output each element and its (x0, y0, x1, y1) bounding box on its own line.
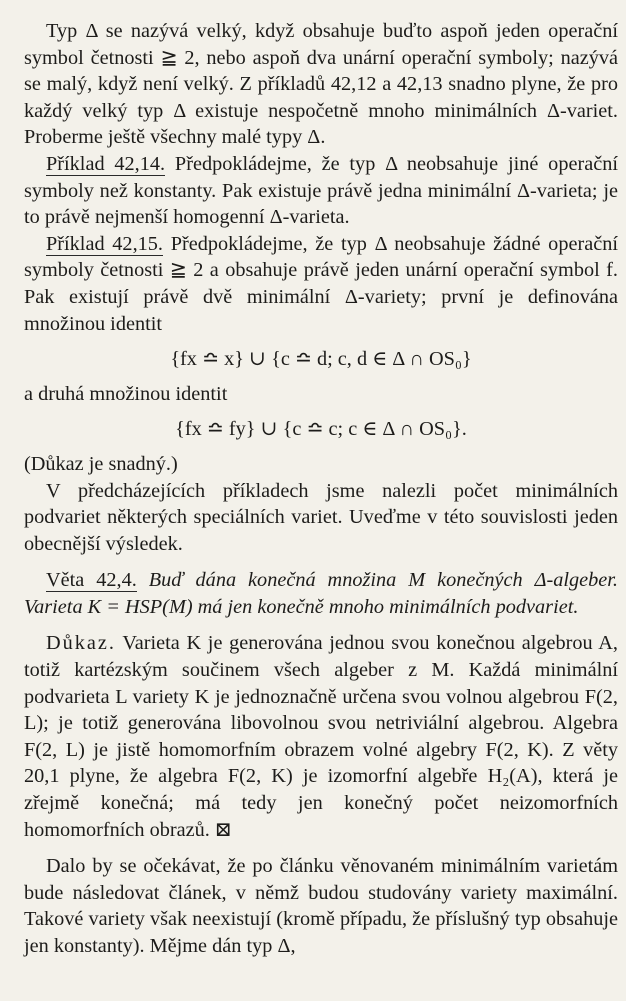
example-42-14-text: Předpokládejme, že typ Δ neobsahuje jiné operační symboly než konstanty. Pak existuje právě jedna minimální Δ-varieta; je to právě nejmenší homogenní Δ-varieta. (24, 152, 618, 229)
proof-text: Varieta K je generována jednou svou konečnou algebrou A, totiž kartézským součinem všech algeber z M. Každá minimální podvarieta L variety K je jednoznačně určena svou volnou algebrou F(2, L); je totiž generována libovolnou svou netriviální algebrou. Algebra F(2, L) je jistě homomorfním obrazem volné algebry F(2, K). Z věty 20,1 plyne, že algebra F(2, K) je izomorfní algebře H₂(A), která je zřejmě konečná; má tedy jen konečný počet neizomorfních homomorfních obrazů. ⊠ (24, 632, 618, 841)
paragraph-preceding-examples: V předcházejících příkladech jsme nalezli počet minimálních podvariet některých speciálních variet. Uveďme v této souvislosti jeden obecnější výsledek. (24, 479, 618, 555)
proof-heading: Důkaz. (46, 632, 117, 655)
example-42-14 (24, 151, 618, 231)
example-42-15-heading: Příklad 42,15. (46, 232, 163, 255)
theorem-42-4-text: Buď dána konečná množina M konečných Δ-algeber. Varieta K = HSP(M) má jen konečně mnoho minimálních podvariet. (24, 569, 619, 618)
formula-identities-2: {fx ≏ fy} ∪ {c ≏ c; c ∈ Δ ∩ OS₀}. (175, 418, 467, 441)
theorem-42-4-heading: Věta 42,4. (46, 569, 137, 592)
example-42-15-text: Předpokládejme, že typ Δ neobsahuje žádné operační symboly četnosti ≧ 2 a obsahuje právě jeden unární operační symbol f. Pak existují právě dvě minimální Δ-variety; první je definována množinou identit (24, 232, 618, 335)
formula-identities-1: {fx ≏ x} ∪ {c ≏ d; c, d ∈ Δ ∩ OS₀} (170, 348, 472, 371)
text-between-formulas: a druhá množinou identit (24, 382, 228, 405)
proof (24, 630, 618, 843)
proof-easy-note: (Důkaz je snadný.) (24, 452, 178, 475)
example-42-14-heading: Příklad 42,14. (46, 152, 166, 175)
paragraph-small-large-types: Typ Δ se nazývá velký, když obsahuje buďto aspoň jeden operační symbol četnosti ≧ 2, nebo aspoň dva unární operační symboly; nazývá se malý, když není velký. Z příkladů 42,12 a 42,13 snadno plyne, že pro každý velký typ Δ existuje nespočetně mnoho minimálních Δ-variet. Proberme ještě všechny malé typy Δ. (24, 20, 618, 149)
example-42-15 (24, 231, 618, 337)
paragraph-maximal-varieties: Dalo by se očekávat, že po článku věnovaném minimálním varietám bude následovat článek, v němž budou studovány variety maximální. Takové variety však neexistují (kromě případu, že příslušný typ obsahuje jen konstanty). Mějme dán typ Δ, (24, 855, 618, 957)
theorem-42-4 (24, 567, 618, 620)
